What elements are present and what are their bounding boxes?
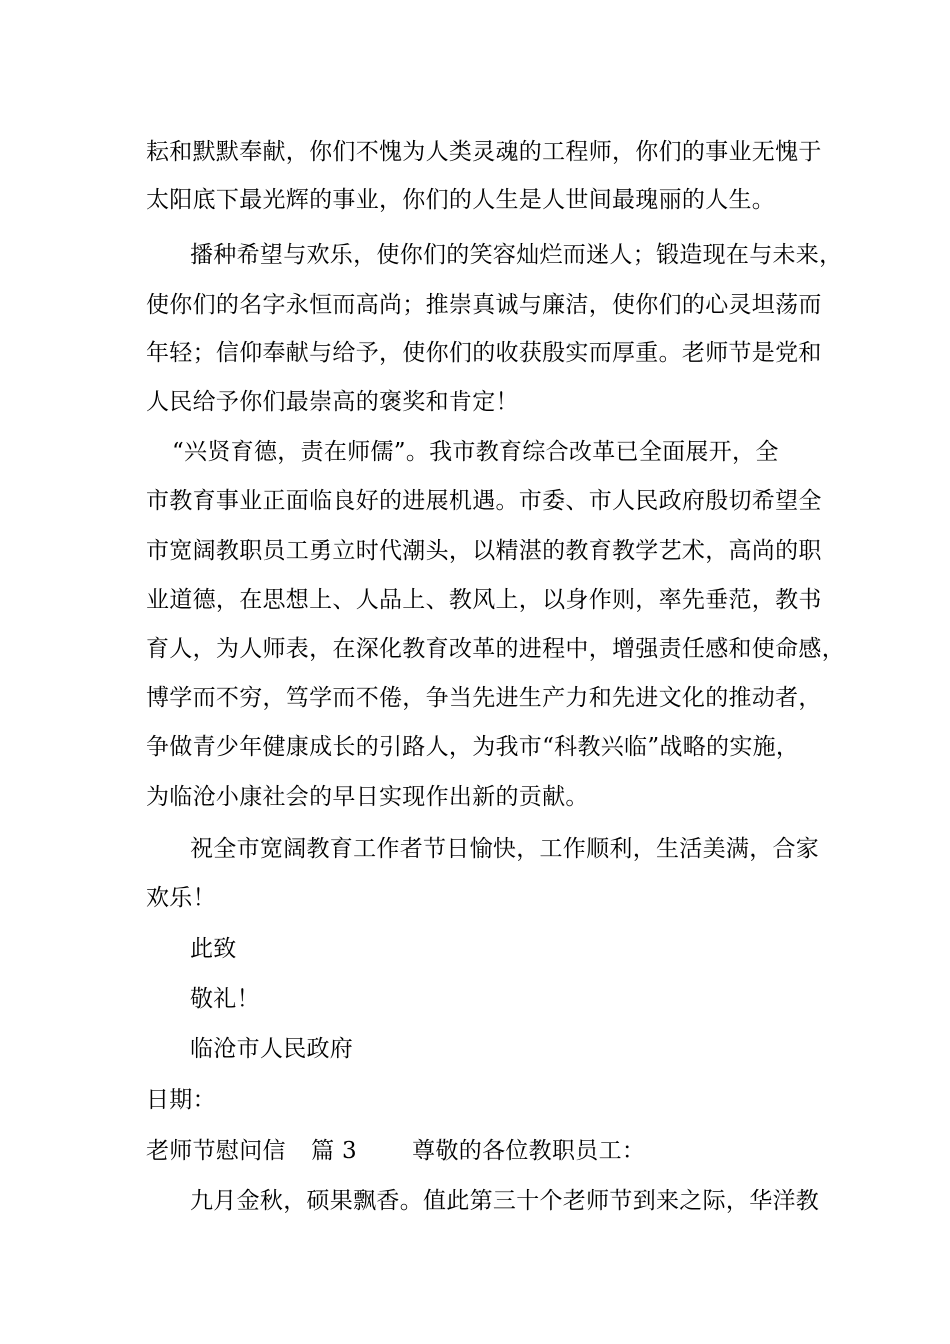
body-line-4: 使你们的名字永恒而高尚；推崇真诚与廉洁，使你们的心灵坦荡而 xyxy=(146,292,822,318)
body-line-8: 市教育事业正面临良好的进展机遇。市委、市人民政府殷切希望全 xyxy=(146,488,822,514)
body-line-2: 太阳底下最光辉的事业，你们的人生是人世间最瑰丽的人生。 xyxy=(146,187,776,213)
body-line-15: 祝全市宽阔教育工作者节日愉快，工作顺利，生活美满，合家 xyxy=(190,836,820,862)
body-line-9: 市宽阔教职员工勇立时代潮头，以精湛的教育教学艺术，高尚的职 xyxy=(146,538,822,564)
body-line-16: 欢乐！ xyxy=(146,885,216,911)
body-line-12: 博学而不穷，笃学而不倦，争当先进生产力和先进文化的推动者， xyxy=(146,685,822,711)
section-title: 老师节慰问信 xyxy=(146,1138,286,1164)
body-line-1: 耘和默默奉献，你们不愧为人类灵魂的工程师，你们的事业无愧于 xyxy=(146,139,822,165)
body-line-3: 播种希望与欢乐，使你们的笑容灿烂而迷人；锻造现在与未来， xyxy=(190,242,843,268)
closing-line-1: 此致 xyxy=(190,936,237,962)
body-line-14: 为临沧小康社会的早日实现作出新的贡献。 xyxy=(146,784,589,810)
section-heading xyxy=(146,1136,645,1166)
body-line-13: 争做青少年健康成长的引路人，为我市“科教兴临”战略的实施， xyxy=(146,734,800,760)
closing-line-2: 敬礼！ xyxy=(190,986,260,1012)
signature-line: 临沧市人民政府 xyxy=(190,1036,354,1062)
body-line-10: 业道德，在思想上、人品上、教风上，以身作则，率先垂范，教书 xyxy=(146,587,822,613)
body-line-5: 年轻；信仰奉献与给予，使你们的收获殷实而厚重。老师节是党和 xyxy=(146,340,822,366)
date-line: 日期： xyxy=(146,1087,216,1113)
section-number: 篇 3 xyxy=(311,1138,357,1164)
section-salutation: 尊敬的各位教职员工： xyxy=(412,1138,646,1164)
body-line-7: “兴贤育德，责在师儒”。我市教育综合改革已全面展开，全 xyxy=(172,439,779,465)
body-line-11: 育人，为人师表，在深化教育改革的进程中，增强责任感和使命感， xyxy=(146,636,845,662)
body-line-22: 九月金秋，硕果飘香。值此第三十个老师节到来之际，华洋教 xyxy=(190,1188,820,1214)
body-line-6: 人民给予你们最崇高的褒奖和肯定！ xyxy=(146,389,519,415)
